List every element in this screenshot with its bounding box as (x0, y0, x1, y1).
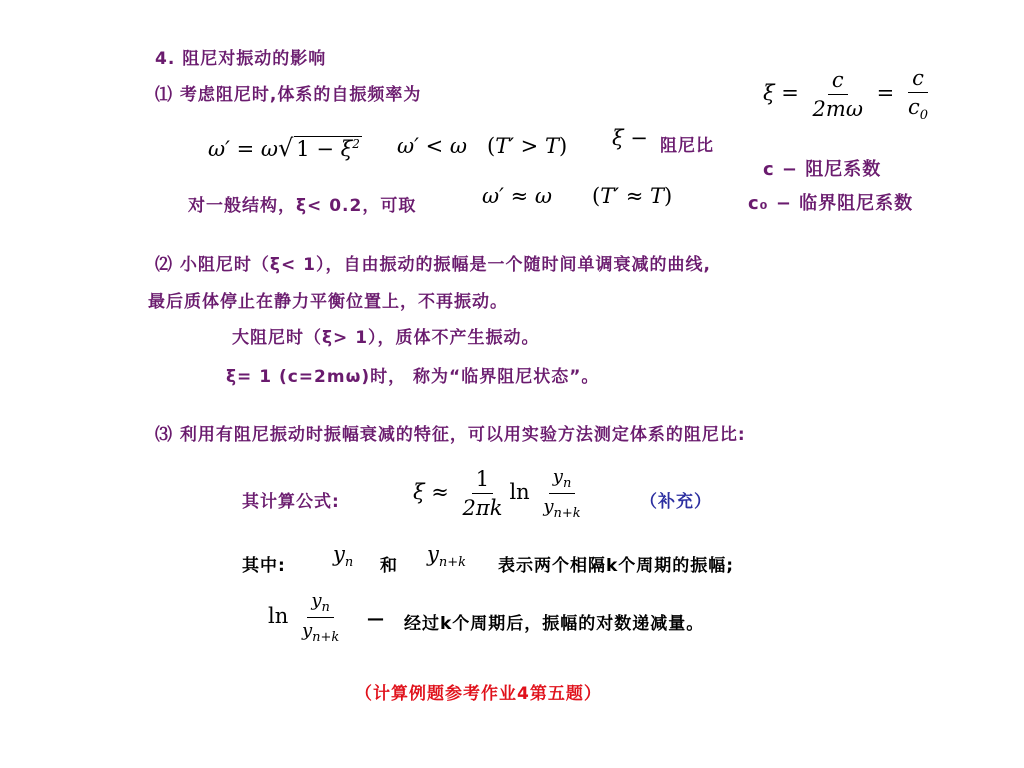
critical-damping-label: c₀ − 临界阻尼系数 (748, 193, 914, 214)
frequency-inequality: ω′ < ω (T′ > T) (397, 134, 568, 158)
and-word: 和 (380, 556, 398, 576)
part2-line2: 最后质体停止在静力平衡位置上，不再振动。 (148, 292, 508, 312)
log-decrement-description: 经过k个周期后，振幅的对数递减量。 (404, 614, 705, 634)
amplitude-description: 表示两个相隔k个周期的振幅; (498, 556, 735, 576)
part1-label: ⑴ 考虑阻尼时,体系的自振频率为 (155, 85, 422, 105)
frequency-approximation: ω′ ≈ ω (T′ ≈ T) (482, 184, 673, 208)
supplement-note: （补充） (640, 492, 712, 512)
damped-frequency-formula: ω′ = ω√ $1 - \xi^2$ (208, 134, 360, 162)
amplitude-yn: $y_n$ (333, 542, 354, 570)
example-reference: （计算例题参考作业4第五题） (355, 684, 602, 704)
amplitude-yn-plus-k: $y_{n+k}$ (427, 542, 467, 570)
part2-line4: ξ= 1 (c=2mω)时， 称为“临界阻尼状态”。 (226, 367, 600, 387)
xi-dash-symbol: ξ − (612, 126, 648, 150)
section-heading: 4. 阻尼对振动的影响 (155, 49, 327, 69)
general-structure-note: 对一般结构，ξ< 0.2，可取 (188, 196, 417, 216)
damping-coefficient-label: c − 阻尼系数 (763, 159, 882, 180)
part3-line1: ⑶ 利用有阻尼振动时振幅衰减的特征，可以用实验方法测定体系的阻尼比: (155, 425, 746, 445)
where-label: 其中: (242, 556, 286, 576)
part2-line1: ⑵ 小阻尼时（ξ< 1），自由振动的振幅是一个随时间单调衰减的曲线, (155, 255, 711, 275)
dash-separator: — (367, 609, 385, 629)
part2-line3: 大阻尼时（ξ> 1），质体不产生振动。 (232, 328, 540, 348)
log-ratio-expression: ln $\frac{y_n}{y_{n+k}}$ (268, 590, 340, 645)
formula-label: 其计算公式: (242, 492, 340, 512)
damping-ratio-label: 阻尼比 (660, 136, 714, 156)
damping-ratio-formula: ξ = $\frac{c}{2m\omega}$ = $\frac{c}{c_0}$ (763, 66, 928, 123)
log-decrement-formula: ξ ≈ $\frac{1}{2\pi k}$ ln $\frac{y_n}{y_{n+k}}$ (413, 466, 581, 521)
